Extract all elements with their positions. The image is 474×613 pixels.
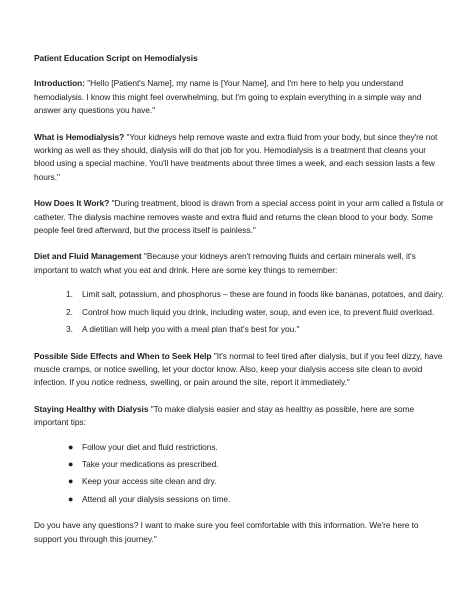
bullet-icon: ● [68,441,74,452]
side-effects-text: "It's normal to feel tired after dialysis, but if you feel dizzy, have muscle cramps, or notice swelling, let your doctor know. Also, keep your dialysis access site clean to avoid infection. If you notice redness, swelling, or pain around the site, report it immediately." [34,350,443,388]
list-item-text: Control how much liquid you drink, including water, soup, and even ice, to prevent fluid overload. [82,306,435,317]
document-title: Patient Education Script on Hemodialysis [34,53,198,63]
side-effects-paragraph [34,350,446,390]
list-item [34,493,446,506]
list-item [34,288,446,301]
list-marker: 2. [66,306,73,317]
list-marker: 3. [66,324,73,335]
diet-numbered-list [34,288,446,336]
list-item [34,323,446,336]
list-item-text: Attend all your dialysis sessions on time. [82,493,231,504]
list-item-text: Keep your access site clean and dry. [82,476,217,487]
what-is-hemodialysis-text: "Your kidneys help remove waste and extra fluid from your body, but since they're not working as well as they should, dialysis will do that job for you. Hemodialysis is a treatment that cleans your blood using a special machine. You'll have treatments about three times a week, and each session lasts a few hours." [34,131,438,182]
list-item [34,306,446,319]
introduction-text: "Hello [Patient's Name], my name is [Your Name], and I'm here to help you understand hemodialysis. I know this might feel overwhelming, but I'm going to explain everything in a simple way and answer any questions you have." [34,78,422,116]
diet-fluid-heading: Diet and Fluid Management [34,251,142,262]
diet-fluid-paragraph [34,250,446,277]
staying-healthy-paragraph [34,403,446,430]
list-item [34,475,446,488]
tips-bulleted-list [34,441,446,507]
list-item-text: Take your medications as prescribed. [82,458,219,469]
list-item-text: A dietitian will help you with a meal plan that's best for you." [82,324,300,335]
what-is-hemodialysis-paragraph [34,131,446,185]
side-effects-heading: Possible Side Effects and When to Seek Help [34,350,212,361]
how-it-works-heading: How Does It Work? [34,198,110,209]
introduction-heading: Introduction: [34,78,85,89]
bullet-icon: ● [68,493,74,504]
staying-healthy-text: "To make dialysis easier and stay as healthy as possible, here are some important tips: [34,403,415,428]
list-item [34,458,446,471]
closing-paragraph: Do you have any questions? I want to make sure you feel comfortable with this information. We're here to support you through this journey." [34,520,419,544]
how-it-works-text: "During treatment, blood is drawn from a special access point in your arm called a fistula or catheter. The dialysis machine removes waste and extra fluid and returns the clean blood to your body. Some people feel tired afterward, but the process itself is painless." [34,198,444,236]
diet-fluid-text: "Because your kidneys aren't removing fluids and certain minerals well, it's important to watch what you eat and drink. Here are some key things to remember: [34,251,416,275]
how-it-works-paragraph [34,197,446,237]
list-marker: 1. [66,289,73,300]
list-item [34,441,446,454]
list-item-text: Limit salt, potassium, and phosphorus – these are found in foods like bananas, potatoes, and dairy. [82,289,444,300]
what-is-hemodialysis-heading: What is Hemodialysis? [34,131,125,142]
staying-healthy-heading: Staying Healthy with Dialysis [34,403,149,414]
bullet-icon: ● [68,476,74,487]
introduction-paragraph [34,77,446,117]
document-page [34,52,446,559]
bullet-icon: ● [68,458,74,469]
list-item-text: Follow your diet and fluid restrictions. [82,441,218,452]
